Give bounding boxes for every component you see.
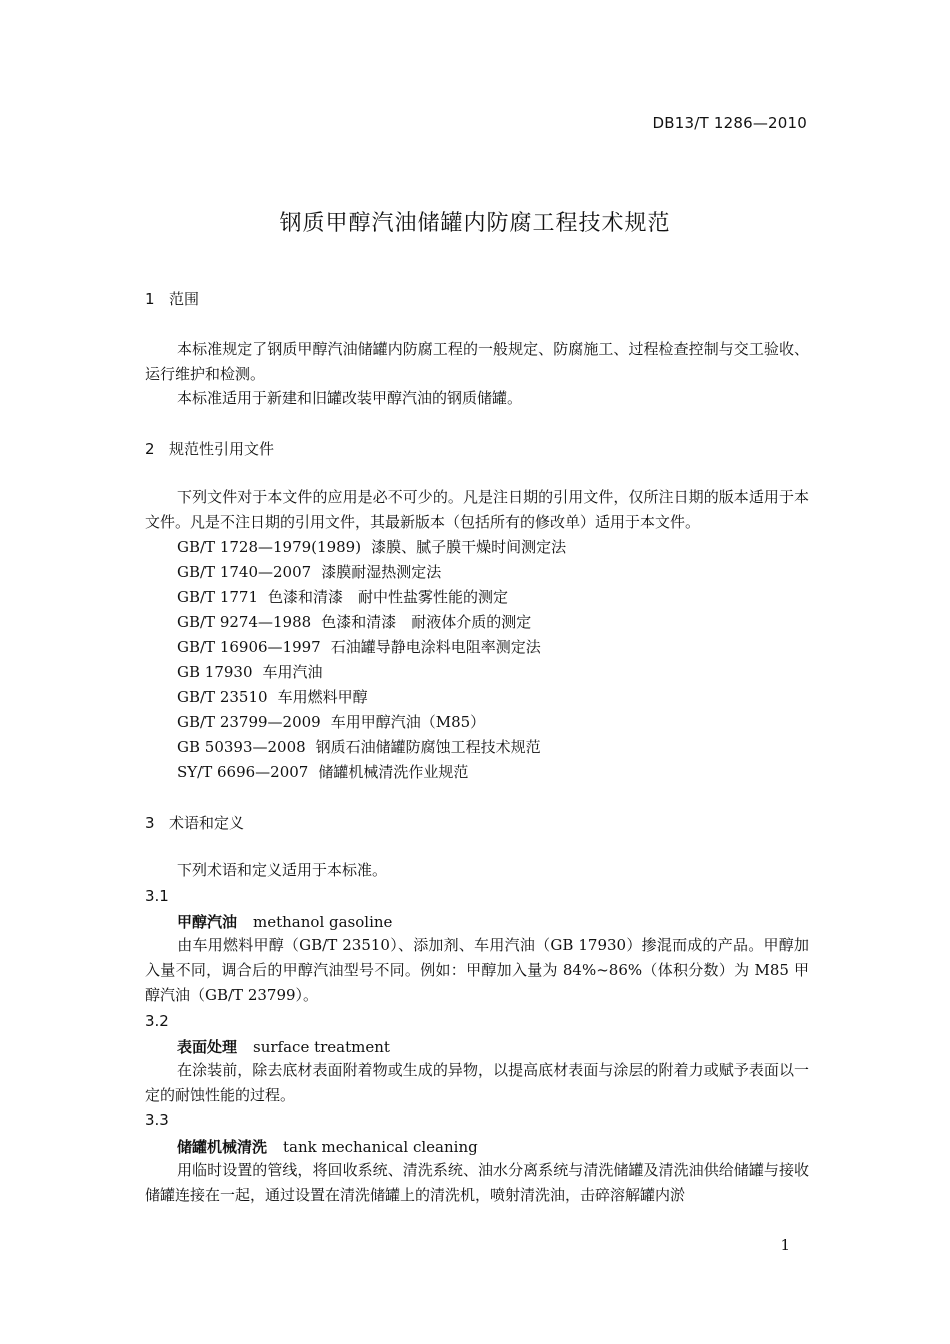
section-3-intro: 下列术语和定义适用于本标准。 bbox=[177, 861, 388, 879]
reference-code: GB/T 1771 bbox=[177, 588, 259, 606]
reference-item bbox=[177, 685, 566, 710]
page-number: 1 bbox=[780, 1236, 790, 1254]
reference-item bbox=[177, 610, 566, 635]
reference-item bbox=[177, 535, 566, 560]
reference-item bbox=[177, 560, 566, 585]
reference-title: 色漆和清漆 耐中性盐雾性能的测定 bbox=[268, 588, 509, 606]
term-heading bbox=[177, 1036, 390, 1057]
term-definition: 用临时设置的管线，将回收系统、清洗系统、油水分离系统与清洗储罐及清洗油供给储罐与接收储罐连接在一起，通过设置在清洗储罐上的清洗机，喷射清洗油，击碎溶解罐内淤 bbox=[145, 1161, 809, 1204]
term-english: surface treatment bbox=[253, 1038, 390, 1056]
section-number: 2 bbox=[145, 440, 155, 458]
reference-title: 车用甲醇汽油（M85） bbox=[330, 713, 486, 731]
term-chinese: 表面处理 bbox=[177, 1038, 238, 1056]
term-number: 3.1 bbox=[145, 887, 169, 905]
term-english: tank mechanical cleaning bbox=[283, 1138, 478, 1156]
section-number: 3 bbox=[145, 814, 155, 832]
reference-code: GB 17930 bbox=[177, 663, 253, 681]
reference-title: 漆膜、腻子膜干燥时间测定法 bbox=[371, 538, 567, 556]
reference-code: GB/T 1728—1979(1989) bbox=[177, 538, 362, 556]
reference-code: GB 50393—2008 bbox=[177, 738, 306, 756]
section-3-heading bbox=[145, 812, 244, 833]
reference-item bbox=[177, 585, 566, 610]
reference-code: GB/T 9274—1988 bbox=[177, 613, 312, 631]
reference-item bbox=[177, 710, 566, 735]
term-chinese: 储罐机械清洗 bbox=[177, 1138, 268, 1156]
term-number: 3.3 bbox=[145, 1111, 169, 1129]
section-1-paragraph-1: 本标准规定了钢质甲醇汽油储罐内防腐工程的一般规定、防腐施工、过程检查控制与交工验收、运行维护和检测。 bbox=[145, 340, 809, 383]
reference-title: 储罐机械清洗作业规范 bbox=[318, 763, 469, 781]
term-definition: 由车用燃料甲醇（GB/T 23510）、添加剂、车用汽油（GB 17930）掺混而成的产品。甲醇加入量不同，调合后的甲醇汽油型号不同。例如：甲醇加入量为 84%~86%（体积分数）为 M85 甲醇汽油（GB/T 23799）。 bbox=[145, 936, 809, 1004]
reference-item bbox=[177, 660, 566, 685]
reference-code: GB/T 23510 bbox=[177, 688, 268, 706]
reference-title: 漆膜耐湿热测定法 bbox=[321, 563, 442, 581]
reference-code: GB/T 16906—1997 bbox=[177, 638, 321, 656]
term-heading bbox=[177, 911, 392, 932]
reference-title: 车用燃料甲醇 bbox=[277, 688, 368, 706]
section-1-heading bbox=[145, 288, 199, 309]
document-title: 钢质甲醇汽油储罐内防腐工程技术规范 bbox=[279, 211, 671, 236]
reference-item bbox=[177, 760, 566, 785]
term-number: 3.2 bbox=[145, 1012, 169, 1030]
reference-code: SY/T 6696—2007 bbox=[177, 763, 309, 781]
reference-code: GB/T 1740—2007 bbox=[177, 563, 312, 581]
section-2-heading bbox=[145, 438, 274, 459]
section-2-intro: 下列文件对于本文件的应用是必不可少的。凡是注日期的引用文件，仅所注日期的版本适用于本文件。凡是不注日期的引用文件，其最新版本（包括所有的修改单）适用于本文件。 bbox=[145, 488, 809, 531]
term-definition: 在涂装前，除去底材表面附着物或生成的异物，以提高底材表面与涂层的附着力或赋予表面以一定的耐蚀性能的过程。 bbox=[145, 1061, 809, 1104]
section-1-paragraph-2: 本标准适用于新建和旧罐改装甲醇汽油的钢质储罐。 bbox=[177, 389, 523, 407]
term-heading bbox=[177, 1136, 478, 1157]
reference-title: 车用汽油 bbox=[262, 663, 323, 681]
reference-item bbox=[177, 635, 566, 660]
reference-title: 色漆和清漆 耐液体介质的测定 bbox=[321, 613, 532, 631]
reference-code: GB/T 23799—2009 bbox=[177, 713, 321, 731]
term-chinese: 甲醇汽油 bbox=[177, 913, 238, 931]
reference-item bbox=[177, 735, 566, 760]
reference-title: 石油罐导静电涂料电阻率测定法 bbox=[330, 638, 541, 656]
section-number: 1 bbox=[145, 290, 155, 308]
section-title: 范围 bbox=[169, 290, 200, 308]
section-title: 术语和定义 bbox=[169, 814, 245, 832]
term-english: methanol gasoline bbox=[253, 913, 393, 931]
reference-title: 钢质石油储罐防腐蚀工程技术规范 bbox=[315, 738, 541, 756]
section-title: 规范性引用文件 bbox=[169, 440, 275, 458]
normative-reference-list bbox=[177, 535, 566, 785]
standard-code: DB13/T 1286—2010 bbox=[652, 114, 807, 132]
